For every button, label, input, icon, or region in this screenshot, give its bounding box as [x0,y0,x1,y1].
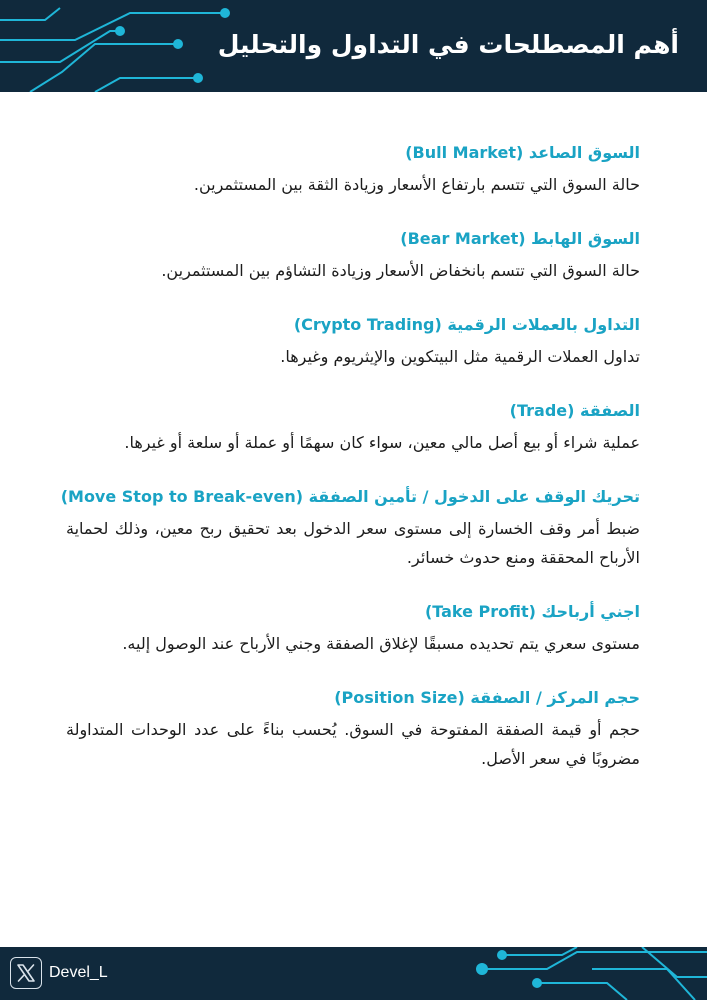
term-title: السوق الهابط (Bear Market) [400,229,640,248]
x-logo-icon [10,957,42,989]
term-item [66,140,640,199]
term-item [66,685,640,773]
terms-list [60,140,640,800]
term-title: التداول بالعملات الرقمية (Crypto Trading) [293,315,640,334]
term-item [66,312,640,371]
term-item [66,599,640,658]
term-title: اجني أرباحك (Take Profit) [424,602,640,621]
page-header [0,0,707,92]
term-title: تحريك الوقف على الدخول / تأمين الصفقة (Move Stop to Break-even) [60,487,640,506]
circuit-lines-icon [427,947,707,1000]
term-description: حالة السوق التي تتسم بانخفاض الأسعار وزيادة التشاؤم بين المستثمرين. [161,261,640,280]
term-title: السوق الصاعد (Bull Market) [405,143,640,162]
term-description: عملية شراء أو بيع أصل مالي معين، سواء كان سهمًا أو عملة أو سلعة أو غيرها. [124,433,640,452]
term-title: حجم المركز / الصفقة (Position Size) [334,688,640,707]
term-item [66,226,640,285]
term-description: مستوى سعري يتم تحديده مسبقًا لإغلاق الصفقة وجني الأرباح عند الوصول إليه. [122,634,640,653]
page-title: أهم المصطلحات في التداول والتحليل [217,30,679,59]
term-description: حجم أو قيمة الصفقة المفتوحة في السوق. يُحسب بناءً على عدد الوحدات المتداولة مضروبًا في سعر الأصل. [66,720,640,768]
brand-name: Devel_L [49,964,108,981]
term-description: حالة السوق التي تتسم بارتفاع الأسعار وزيادة الثقة بين المستثمرين. [193,175,640,194]
term-description: ضبط أمر وقف الخسارة إلى مستوى سعر الدخول بعد تحقيق ربح معين، وذلك لحماية الأرباح المحققة ومنع حدوث خسائر. [66,519,640,567]
brand[interactable] [10,955,108,991]
term-item [66,398,640,457]
page-footer [0,947,707,1000]
term-description: تداول العملات الرقمية مثل البيتكوين والإيثريوم وغيرها. [280,347,640,366]
term-title: الصفقة (Trade) [509,401,640,420]
term-item [60,484,640,572]
